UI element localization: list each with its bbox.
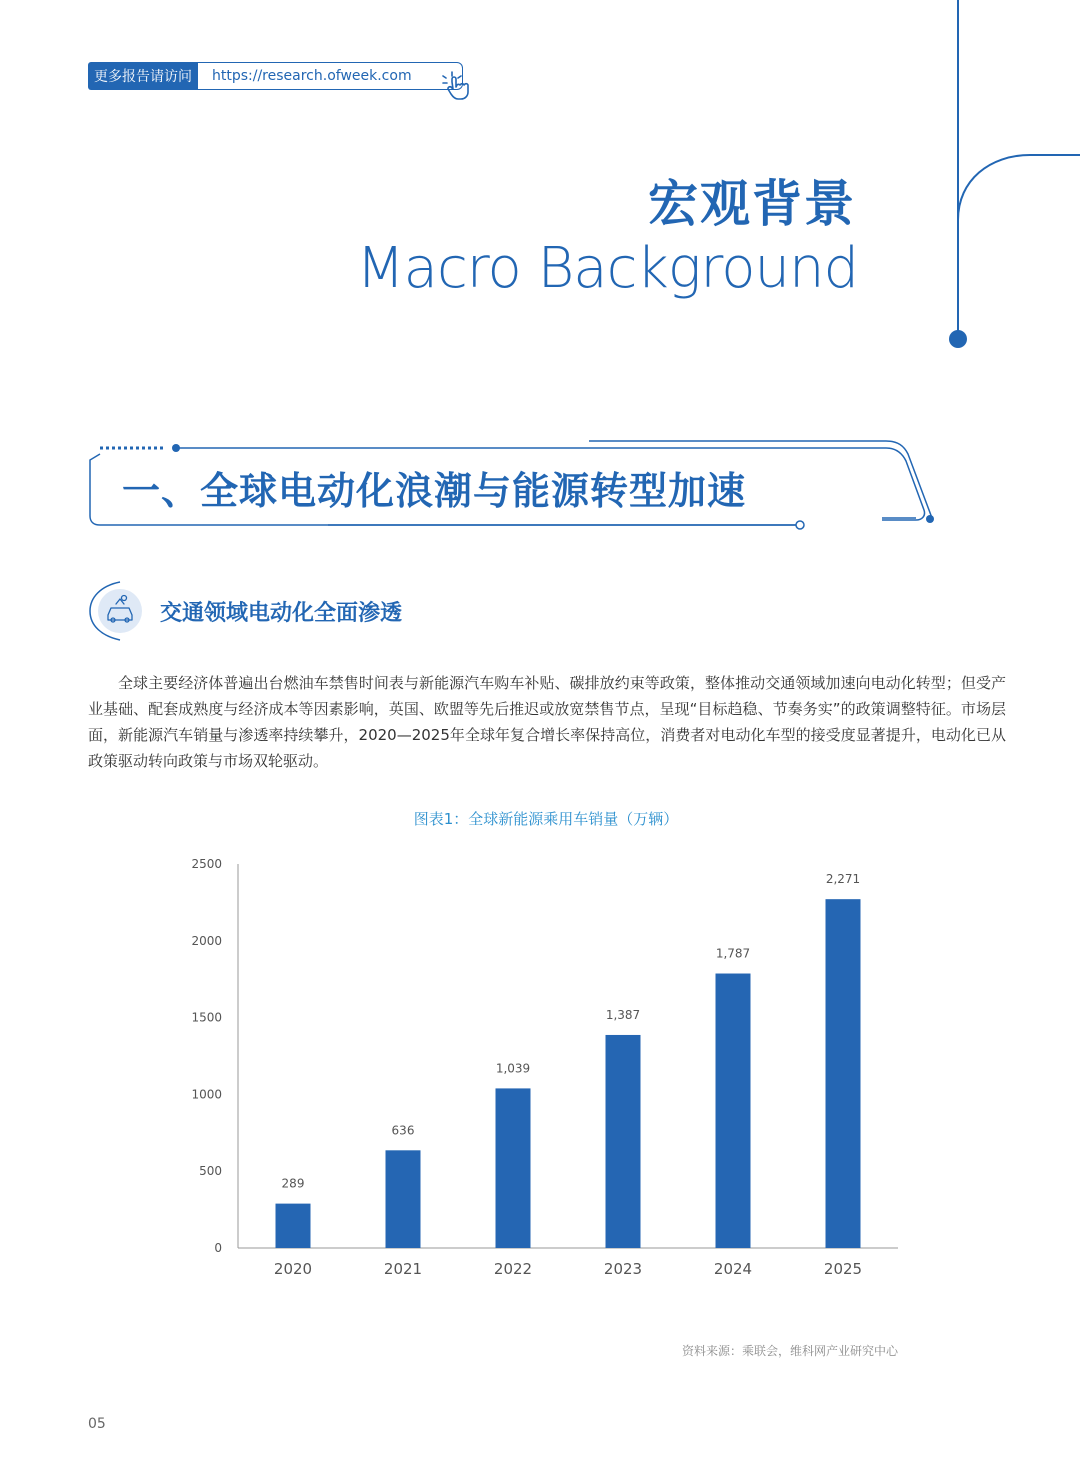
bar xyxy=(386,1150,421,1248)
banner-label: 更多报告请访问 xyxy=(88,62,198,90)
data-label: 289 xyxy=(281,1176,305,1191)
y-tick-label: 2500 xyxy=(191,857,222,871)
source-note: 资料来源：乘联会，维科网产业研究中心 xyxy=(681,1344,898,1358)
x-tick-label: 2025 xyxy=(823,1260,863,1278)
body-paragraph: 全球主要经济体普遍出台燃油车禁售时间表与新能源汽车购车补贴、碳排放约束等政策，整体推动交通领域加速向电动化转型；但受产业基础、配套成熟度与经济成本等因素影响，英国、欧盟等先后推迟或放宽禁售节点，呈现“目标趋稳、节奏务实”的政策调整特征。市场层面，新能源汽车销量与渗透率持续攀升，2020—2025年全球年复合增长率保持高位，消费者对电动化车型的接受度显著提升，电动化已从政策驱动转向政策与市场双轮驱动。 xyxy=(88,674,1006,770)
pointer-hand-icon xyxy=(438,62,480,104)
x-tick-label: 2020 xyxy=(273,1260,313,1278)
bar xyxy=(716,974,751,1248)
page-title-english: Macro Background xyxy=(356,236,858,301)
y-tick-label: 500 xyxy=(199,1164,222,1179)
x-tick-label: 2023 xyxy=(603,1260,643,1278)
link-banner[interactable] xyxy=(88,62,463,90)
banner-url[interactable]: https://research.ofweek.com xyxy=(198,62,463,90)
page-number: 05 xyxy=(88,1416,106,1432)
page-title: 宏观背景 xyxy=(648,175,856,233)
x-tick-label: 2021 xyxy=(383,1260,423,1278)
subsection-heading: 交通领域电动化全面渗透 xyxy=(160,601,403,626)
y-tick-label: 1000 xyxy=(191,1087,222,1102)
y-tick-label: 0 xyxy=(214,1241,222,1255)
data-label: 1,387 xyxy=(605,1007,641,1022)
bar-chart xyxy=(180,850,920,1290)
bar xyxy=(606,1035,641,1248)
bar xyxy=(496,1088,531,1248)
section-heading: 一、全球电动化浪潮与能源转型加速 xyxy=(122,469,747,513)
x-tick-label: 2024 xyxy=(713,1260,753,1278)
data-label: 636 xyxy=(391,1123,415,1138)
chart-title: 图表1：全球新能源乘用车销量（万辆） xyxy=(413,810,679,828)
y-tick-label: 2000 xyxy=(191,933,222,948)
x-tick-label: 2022 xyxy=(493,1260,533,1278)
data-label: 1,787 xyxy=(715,946,751,961)
bar xyxy=(276,1204,311,1248)
data-label: 2,271 xyxy=(825,872,861,887)
decorative-line xyxy=(940,0,1080,350)
bar xyxy=(826,899,861,1248)
y-tick-label: 1500 xyxy=(191,1010,222,1025)
data-label: 1,039 xyxy=(495,1061,531,1076)
